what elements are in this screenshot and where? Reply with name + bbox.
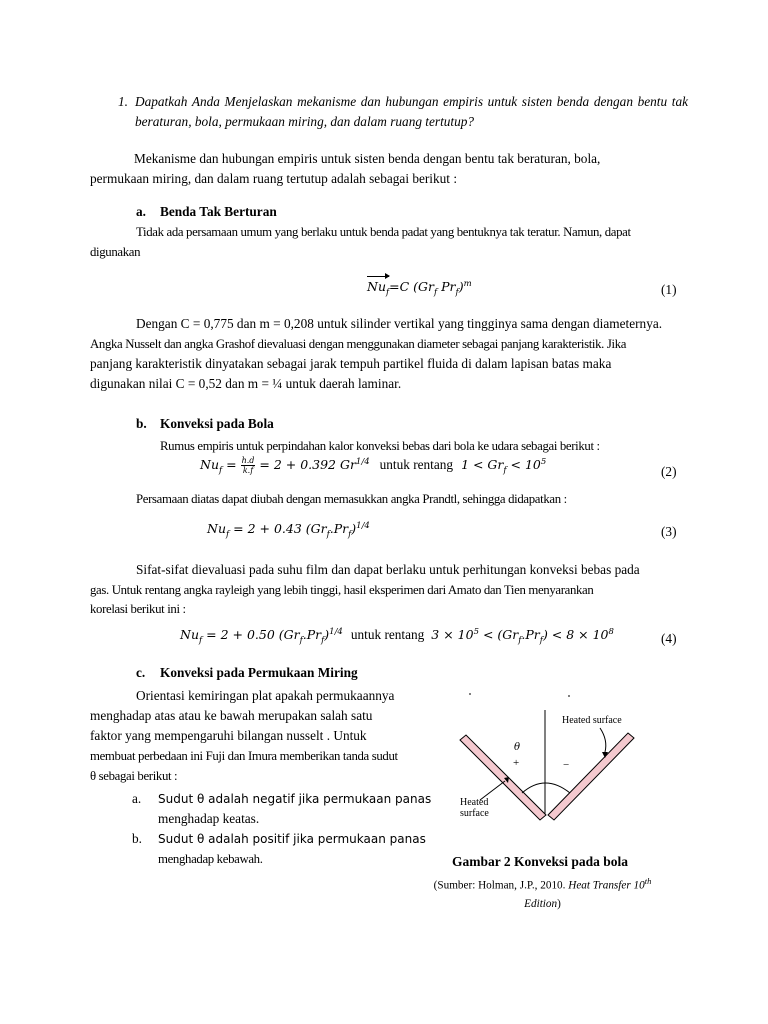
eq3-rhs: = 2 + 0.43 (Gr	[229, 521, 327, 537]
equation-2: $Nu_f$ = $\frac{h.d}{k.f}$ = 2 + 0.392 $Gr^{1/4}$ untuk rentang $1 < Gr_f < 10^5$	[200, 456, 547, 476]
list-item-line-1: Sudut θ adalah negatif jika permukaan panas	[158, 792, 432, 806]
section-c-line-5: θ sebagai berikut :	[90, 769, 178, 783]
eq4-rhs: = 2 + 0.50 (Gr	[202, 627, 300, 643]
section-a-title: Benda Tak Berturan	[160, 204, 277, 219]
section-b-heading	[136, 416, 274, 432]
list-item	[132, 829, 432, 869]
section-a-para-line-1: Dengan C = 0,775 dan m = 0,208 untuk silinder vertikal yang tingginya sama dengan diameternya.	[136, 316, 663, 331]
intro-line-2: permukaan miring, dan dalam ruang tertutup adalah sebagai berikut :	[90, 171, 458, 186]
pointer-arrow	[600, 728, 606, 752]
section-c-letter: c.	[136, 665, 146, 680]
list-item-mark: b.	[132, 831, 142, 846]
source-text: (Sumber: Holman, J.P., 2010.	[433, 879, 569, 892]
eq3-sub1: f	[326, 529, 330, 540]
section-a-text-1: Tidak ada persamaan umum yang berlaku untuk benda padat yang bentuknya tak teratur. Namun, dapat	[136, 225, 631, 239]
eq4-range-c: .Pr	[521, 627, 540, 643]
list-item-mark: a.	[132, 791, 142, 806]
section-a-para-line-4: digunakan nilai C = 0,52 dan m = ¼ untuk daerah laminar.	[90, 376, 402, 391]
eq2-range-sub: f	[503, 465, 507, 476]
eq1-sub2: f	[455, 287, 459, 298]
equation-4-number: (4)	[661, 631, 677, 646]
eq1-lhs: Nu	[367, 279, 386, 295]
eq2-fraction	[241, 456, 256, 475]
eq4-sub1: f	[299, 635, 303, 646]
figure-source	[420, 872, 665, 913]
section-c-line-2: menghadap atas atau ke bawah merupakan salah satu	[90, 708, 373, 723]
heated-surface-label-left-2: surface	[460, 808, 489, 819]
equation-1	[367, 279, 472, 298]
eq2-frac-top: h.d	[241, 456, 255, 465]
list-item-line-1: Sudut θ adalah positif jika permukaan panas	[158, 832, 426, 846]
section-b-para-line-2: gas. Untuk rentang angka rayleigh yang lebih tinggi, hasil eksperimen dari Amato dan Tien menyarankan	[90, 583, 594, 597]
equation-2-number: (2)	[661, 464, 677, 479]
eq4-range-sup2: 8	[608, 627, 614, 637]
minus-sign: −	[563, 759, 570, 771]
section-c-line-1: Orientasi kemiringan plat apakah permukaannya	[136, 688, 395, 703]
eq1-lhs-sub: f	[386, 287, 390, 298]
eq4-sup: 1/4	[329, 627, 343, 637]
heated-surface-label-left-1: Heated	[460, 797, 489, 808]
eq4-range-sup1: 5	[473, 627, 479, 637]
eq4-close: )	[324, 627, 330, 643]
section-a-letter: a.	[136, 204, 146, 219]
eq4-range-text: untuk rentang	[350, 627, 425, 643]
source-close: )	[557, 897, 561, 910]
section-a-heading	[136, 204, 277, 220]
section-b-text-2: Persamaan diatas dapat diubah dengan memasukkan angka Prandtl, sehingga didapatkan :	[136, 492, 567, 506]
question-number: 1.	[118, 94, 128, 109]
list-item	[132, 789, 432, 829]
eq3-sup: 1/4	[356, 521, 370, 531]
eq1-rhs-c: )	[458, 279, 464, 295]
section-c-title: Konveksi pada Permukaan Miring	[160, 665, 358, 680]
eq2-mid: = 2 + 0.392 Gr	[255, 457, 356, 472]
eq2-lhs-sub: f	[219, 465, 223, 476]
eq3-sub2: f	[348, 529, 352, 540]
eq1-sup: m	[463, 279, 472, 289]
eq2-range-sup: 5	[540, 456, 547, 467]
eq1-sub1: f	[434, 287, 438, 298]
section-b-para-line-3: korelasi berikut ini :	[90, 602, 186, 616]
eq2-lhs: Nu	[200, 457, 219, 472]
right-plate	[548, 733, 634, 820]
eq3-lhs: Nu	[207, 521, 226, 537]
section-c-line-3: faktor yang mempengaruhi bilangan nusselt . Untuk	[90, 728, 367, 743]
section-c-heading	[136, 665, 358, 681]
eq4-range-a: 3 × 10	[431, 627, 474, 643]
list-item-line-2: menghadap keatas.	[158, 811, 260, 826]
equation-1-number: (1)	[661, 282, 677, 297]
section-b-letter: b.	[136, 416, 147, 431]
source-sup: th	[644, 876, 652, 886]
heated-surface-label-right: Heated surface	[562, 715, 622, 726]
equation-3	[207, 521, 370, 540]
section-a-text-2: digunakan	[90, 245, 141, 259]
eq2-range-a: 1 < Gr	[461, 457, 504, 472]
question-text: Dapatkah Anda Menjelaskan mekanisme dan hubungan empiris untuk sisten benda dengan bentu tak beraturan, bola, permukaan miring, dan dalam ruang tertutup?	[135, 94, 688, 129]
eq2-mid-sup: 1/4	[355, 456, 370, 467]
list-item-line-2: menghadap kebawah.	[158, 852, 263, 866]
eq2-range-text: untuk rentang	[379, 457, 454, 472]
eq4-sub2: f	[321, 635, 325, 646]
eq4-range-d: ) < 8 × 10	[542, 627, 609, 643]
eq1-rhs-a: =C (Gr	[389, 279, 435, 295]
eq4-range-sub1: f	[518, 635, 522, 646]
equation-3-number: (3)	[661, 524, 677, 539]
eq3-lhs-sub: f	[226, 529, 230, 540]
theta-label: θ	[514, 742, 521, 753]
eq2-frac-bot: k.f	[242, 466, 254, 475]
eq4-lhs: Nu	[180, 627, 199, 643]
eq4-mid: .Pr	[302, 627, 322, 643]
eq4-range-sub2: f	[539, 635, 543, 646]
source-edition: Edition	[524, 897, 558, 910]
angle-arc	[522, 783, 570, 793]
section-a-para-line-2: Angka Nusselt dan angka Grashof dievaluasi dengan menggunakan diameter sebagai panjang karakteristik. Jika	[90, 337, 627, 351]
section-b-title: Konveksi pada Bola	[160, 416, 274, 431]
intro-line-1: Mekanisme dan hubungan empiris untuk sisten benda dengan bentu tak beraturan, bola,	[134, 151, 601, 166]
figure-caption: Gambar 2 Konveksi pada bola	[452, 854, 629, 869]
section-a-para-line-3: panjang karakteristik dinyatakan sebagai jarak tempuh partikel fluida di dalam lapisan batas maka	[90, 356, 612, 371]
section-b-para-line-1: Sifat-sifat dievaluasi pada suhu film dan dapat berlaku untuk perhitungan konveksi bebas pada	[136, 562, 640, 577]
source-title: Heat Transfer 10	[568, 879, 645, 892]
inclined-plate-figure	[450, 685, 680, 830]
eq3-mid: .Pr	[329, 521, 349, 537]
eq4-lhs-sub: f	[199, 635, 203, 646]
eq2-range-b: < 10	[506, 457, 541, 472]
section-c-line-4: membuat perbedaan ini Fuji dan Imura memberikan tanda sudut	[90, 749, 398, 763]
eq4-range-b: < (Gr	[479, 627, 519, 643]
plus-sign: +	[513, 757, 520, 769]
eq3-close: )	[351, 521, 357, 537]
section-b-text-1: Rumus empiris untuk perpindahan kalor konveksi bebas dari bola ke udara sebagai berikut :	[160, 439, 600, 453]
equation-4	[180, 627, 614, 646]
question-block	[118, 92, 688, 132]
eq1-rhs-b: Pr	[437, 279, 456, 295]
